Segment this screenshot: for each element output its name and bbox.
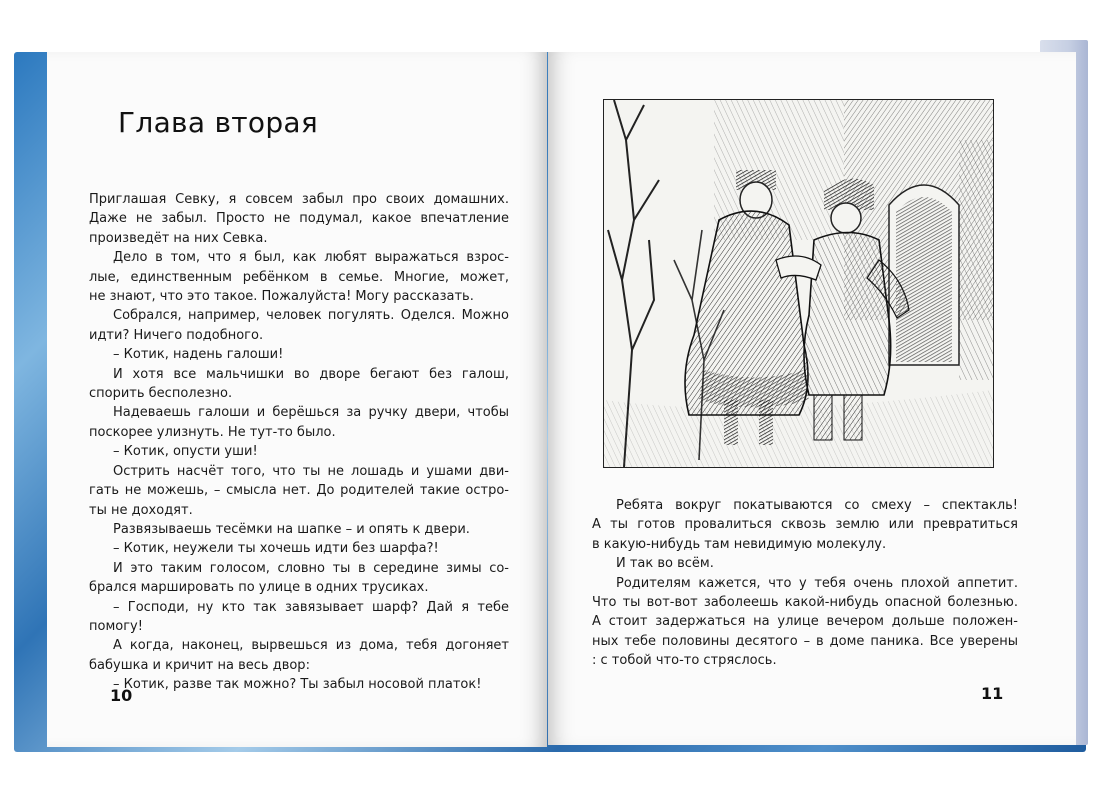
text-line: гать не можешь, – смысла нет. До родителей такие остро- [89, 483, 509, 499]
text-line: лые, единственным ребёнком в семье. Многие, может, [89, 269, 509, 285]
text-line: А стоит задержаться на улице вечером дольше положен- [592, 614, 1018, 630]
text-line: ных тебе половины десятого – в доме паника. Все уверены [592, 633, 1018, 649]
text-line: Даже не забыл. Просто не подумал, какое впечатление [89, 211, 509, 227]
chapter-title: Глава вторая [118, 106, 319, 139]
text-line: – Котик, опусти уши! [113, 444, 258, 460]
text-line: помогу! [89, 618, 143, 634]
illustration-drawing [604, 100, 993, 467]
text-line: : с тобой что-то стряслось. [592, 653, 777, 669]
text-line: Дело в том, что я был, как любят выражаться взрос- [113, 250, 509, 266]
text-line: Острить насчёт того, что ты не лошадь и ушами дви- [113, 463, 509, 479]
text-line: И это таким голосом, словно ты в середине зимы со- [113, 560, 509, 576]
text-line: Развязываешь тесёмки на шапке – и опять к двери. [113, 521, 470, 537]
text-line: в какую-нибудь там невидимую молекулу. [592, 536, 887, 552]
text-line: – Господи, ну кто так завязывает шарф? Дай я тебе [113, 599, 509, 615]
text-line: Надеваешь галоши и берёшься за ручку двери, чтобы [113, 405, 509, 421]
text-line: не знают, что это такое. Пожалуйста! Могу рассказать. [89, 289, 474, 305]
left-page-number: 10 [110, 686, 133, 705]
text-line: Что ты вот-вот заболеешь какой-нибудь опасной болезнью. [592, 595, 1018, 611]
text-line: А ты готов провалиться сквозь землю или превратиться [592, 517, 1018, 533]
text-line: произведёт на них Севка. [89, 230, 268, 246]
text-line: Родителям кажется, что у тебя очень плохой аппетит. [616, 575, 1018, 591]
text-line: брался маршировать по улице в одних трусиках. [89, 580, 429, 596]
left-page-text [89, 190, 509, 695]
right-page-text [592, 496, 1018, 671]
text-line: ты не доходят. [89, 502, 193, 518]
text-line: – Котик, надень галоши! [113, 347, 284, 363]
text-line: Приглашая Севку, я совсем забыл про своих домашних. [89, 192, 509, 207]
text-line: – Котик, разве так можно? Ты забыл носовой платок! [113, 677, 482, 693]
text-line: Ребята вокруг покатываются со смеху – спектакль! [616, 498, 1018, 513]
text-line: поскорее улизнуть. Не тут-то было. [89, 424, 336, 440]
text-line: – Котик, неужели ты хочешь идти без шарфа?! [113, 541, 439, 557]
right-page-number: 11 [981, 684, 1004, 703]
text-line: спорить бесполезно. [89, 386, 233, 402]
text-line: И хотя все мальчишки во дворе бегают без галош, [113, 366, 509, 382]
illustration [603, 99, 994, 468]
text-line: бабушка и кричит на весь двор: [89, 657, 310, 673]
text-line: И так во всём. [616, 556, 714, 572]
text-line: Собрался, например, человек погулять. Оделся. Можно [113, 308, 509, 324]
text-line: А когда, наконец, вырвешься из дома, тебя догоняет [113, 638, 509, 654]
text-line: идти? Ничего подобного. [89, 327, 264, 343]
